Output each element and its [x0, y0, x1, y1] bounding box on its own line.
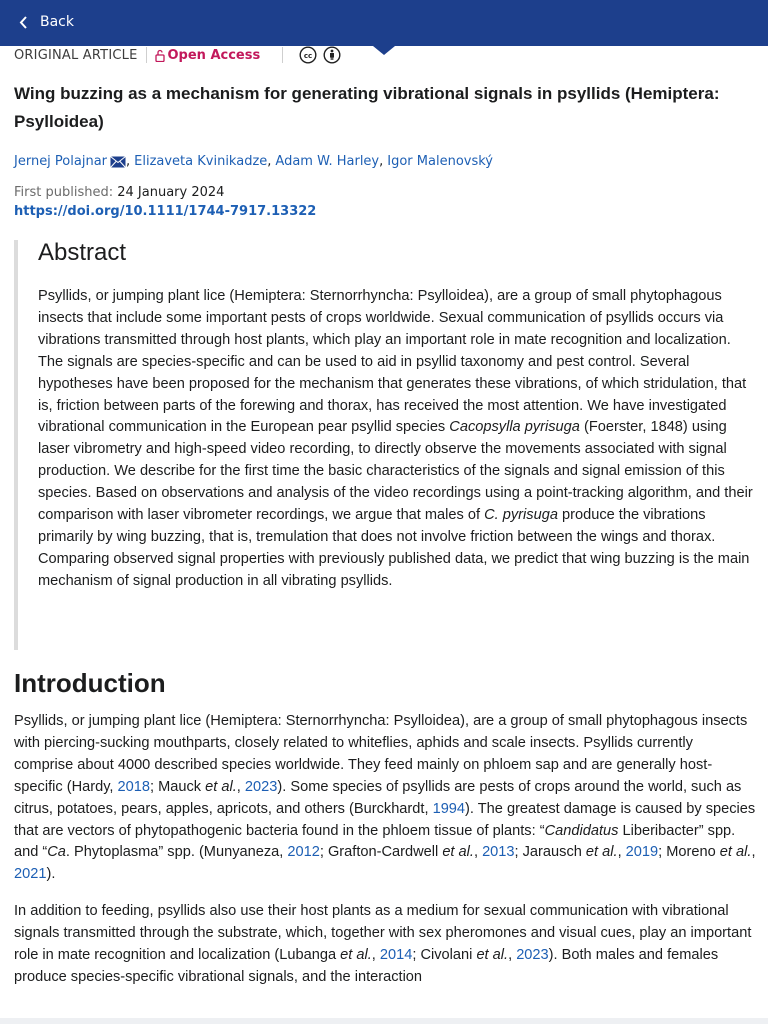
open-lock-icon — [155, 49, 165, 62]
by-icon — [323, 46, 341, 64]
separator: , — [379, 154, 384, 169]
author-link[interactable]: Igor Malenovský — [387, 154, 493, 169]
back-label: Back — [40, 14, 74, 30]
author-link[interactable]: Elizaveta Kvinikadze — [134, 154, 268, 169]
citation-link[interactable]: 2019 — [625, 844, 659, 861]
citation-link[interactable]: 2023 — [244, 778, 278, 795]
article-meta-row — [14, 45, 347, 65]
abstract-text: Psyllids, or jumping plant lice (Hemiptera: Sternorrhyncha: Psylloidea), are a group of small phytophagous insects that include some important pests of crops worldwide. Sexual communication of psyllids occurs via vibrations transmitted through host plants, which play an important role in mate recognition and localization. The signals are species-specific and can be used to aid in psyllid taxonomy and pest control. Several hypotheses have been proposed for the mechanism that generates these vibrations, of which stridulation, that is, friction between parts of the forewing and thorax, has received the most attention. We have investigated vibrational communication in the European pear psyllid species Cacopsylla pyrisuga (Foerster, 1848) using laser vibrometry and high-speed video recording, to directly observe the movements associated with signal production. We describe for the first time the basic characteristics of the signals and signal emission of this species. Based on observations and analysis of the video recordings using a point-tracking algorithm, and their comparison with laser vibrometer recordings, we argue that males of C. pyrisuga produce the vibrations primarily by wing buzzing, that is, tremulation that does not involve friction between the wings and thorax. Comparing observed signal properties with previously published data, we predict that wing buzzing is the main mechanism of signal production in all vibrating psyllids. — [38, 288, 753, 589]
citation-link[interactable]: 2018 — [117, 778, 150, 795]
top-navigation-bar — [0, 0, 768, 46]
citation-link[interactable]: 2023 — [516, 946, 549, 963]
citation-link[interactable]: 1994 — [432, 800, 466, 817]
publication-date — [14, 184, 224, 202]
doi-link[interactable]: https://doi.org/10.1111/1744-7917.13322 — [14, 204, 317, 219]
license-icons[interactable] — [299, 46, 347, 64]
bottom-edge — [0, 1018, 768, 1024]
envelope-icon[interactable] — [110, 156, 126, 168]
article-title: Wing buzzing as a mechanism for generating vibrational signals in psyllids (Hemiptera: Psylloidea) — [14, 84, 720, 131]
published-label: First published: — [14, 185, 114, 200]
nav-pointer — [373, 46, 395, 55]
citation-link[interactable]: 2014 — [379, 946, 413, 963]
chevron-left-icon — [16, 12, 32, 32]
abstract-heading: Abstract — [38, 239, 127, 266]
author-link[interactable]: Adam W. Harley — [275, 154, 380, 169]
open-access-label: Open Access — [167, 47, 261, 63]
introduction-heading: Introduction — [14, 668, 166, 698]
cc-icon — [299, 46, 317, 64]
citation-link[interactable]: 2012 — [287, 844, 320, 861]
introduction-paragraph: Psyllids, or jumping plant lice (Hemiptera: Sternorrhyncha: Psylloidea), are a group of small phytophagous insects with piercing-sucking mouthparts, closely related to whiteflies, aphids and scale insects. Psyllids currently comprise about 4000 described species worldwide. They feed mainly on phloem sap and are generally host-specific (Hardy, 2018; Mauck et al., 2023). Some species of psyllids are pests of crops around the world, such as citrus, potatoes, pears, apples, apricots, and others (Burckhardt, 1994). The greatest damage is caused by species that are vectors of phytopathogenic bacteria found in the phloem tissue of plants: “Candidatus Liberibacter” spp. and “Ca. Phytoplasma” spp. (Munyaneza, 2012; Grafton-Cardwell et al., 2013; Jarausch et al., 2019; Moreno et al., 2021). — [14, 713, 756, 883]
author-link[interactable]: Jernej Polajnar — [14, 154, 107, 169]
open-access-badge[interactable] — [155, 48, 261, 63]
separator: , — [267, 154, 272, 169]
abstract-section — [14, 240, 756, 650]
svg-text:cc: cc — [304, 52, 313, 60]
introduction-paragraph: In addition to feeding, psyllids also use their host plants as a medium for sexual communication with vibrational signals transmitted through the substrate, which, together with sex pheromones and visual cues, play an important role in mate recognition and localization (Lubanga et al., 2014; Civolani et al., 2023). Both males and females produce species-specific vibrational signals, and the interaction — [14, 903, 752, 985]
divider — [146, 47, 147, 63]
divider — [282, 47, 283, 63]
back-button[interactable] — [16, 12, 74, 32]
article-type: ORIGINAL ARTICLE — [14, 47, 138, 63]
published-date: 24 January 2024 — [117, 185, 225, 200]
author-list — [14, 154, 493, 169]
citation-link[interactable]: 2013 — [482, 844, 515, 861]
separator: , — [126, 154, 131, 169]
citation-link[interactable]: 2021 — [14, 866, 47, 883]
